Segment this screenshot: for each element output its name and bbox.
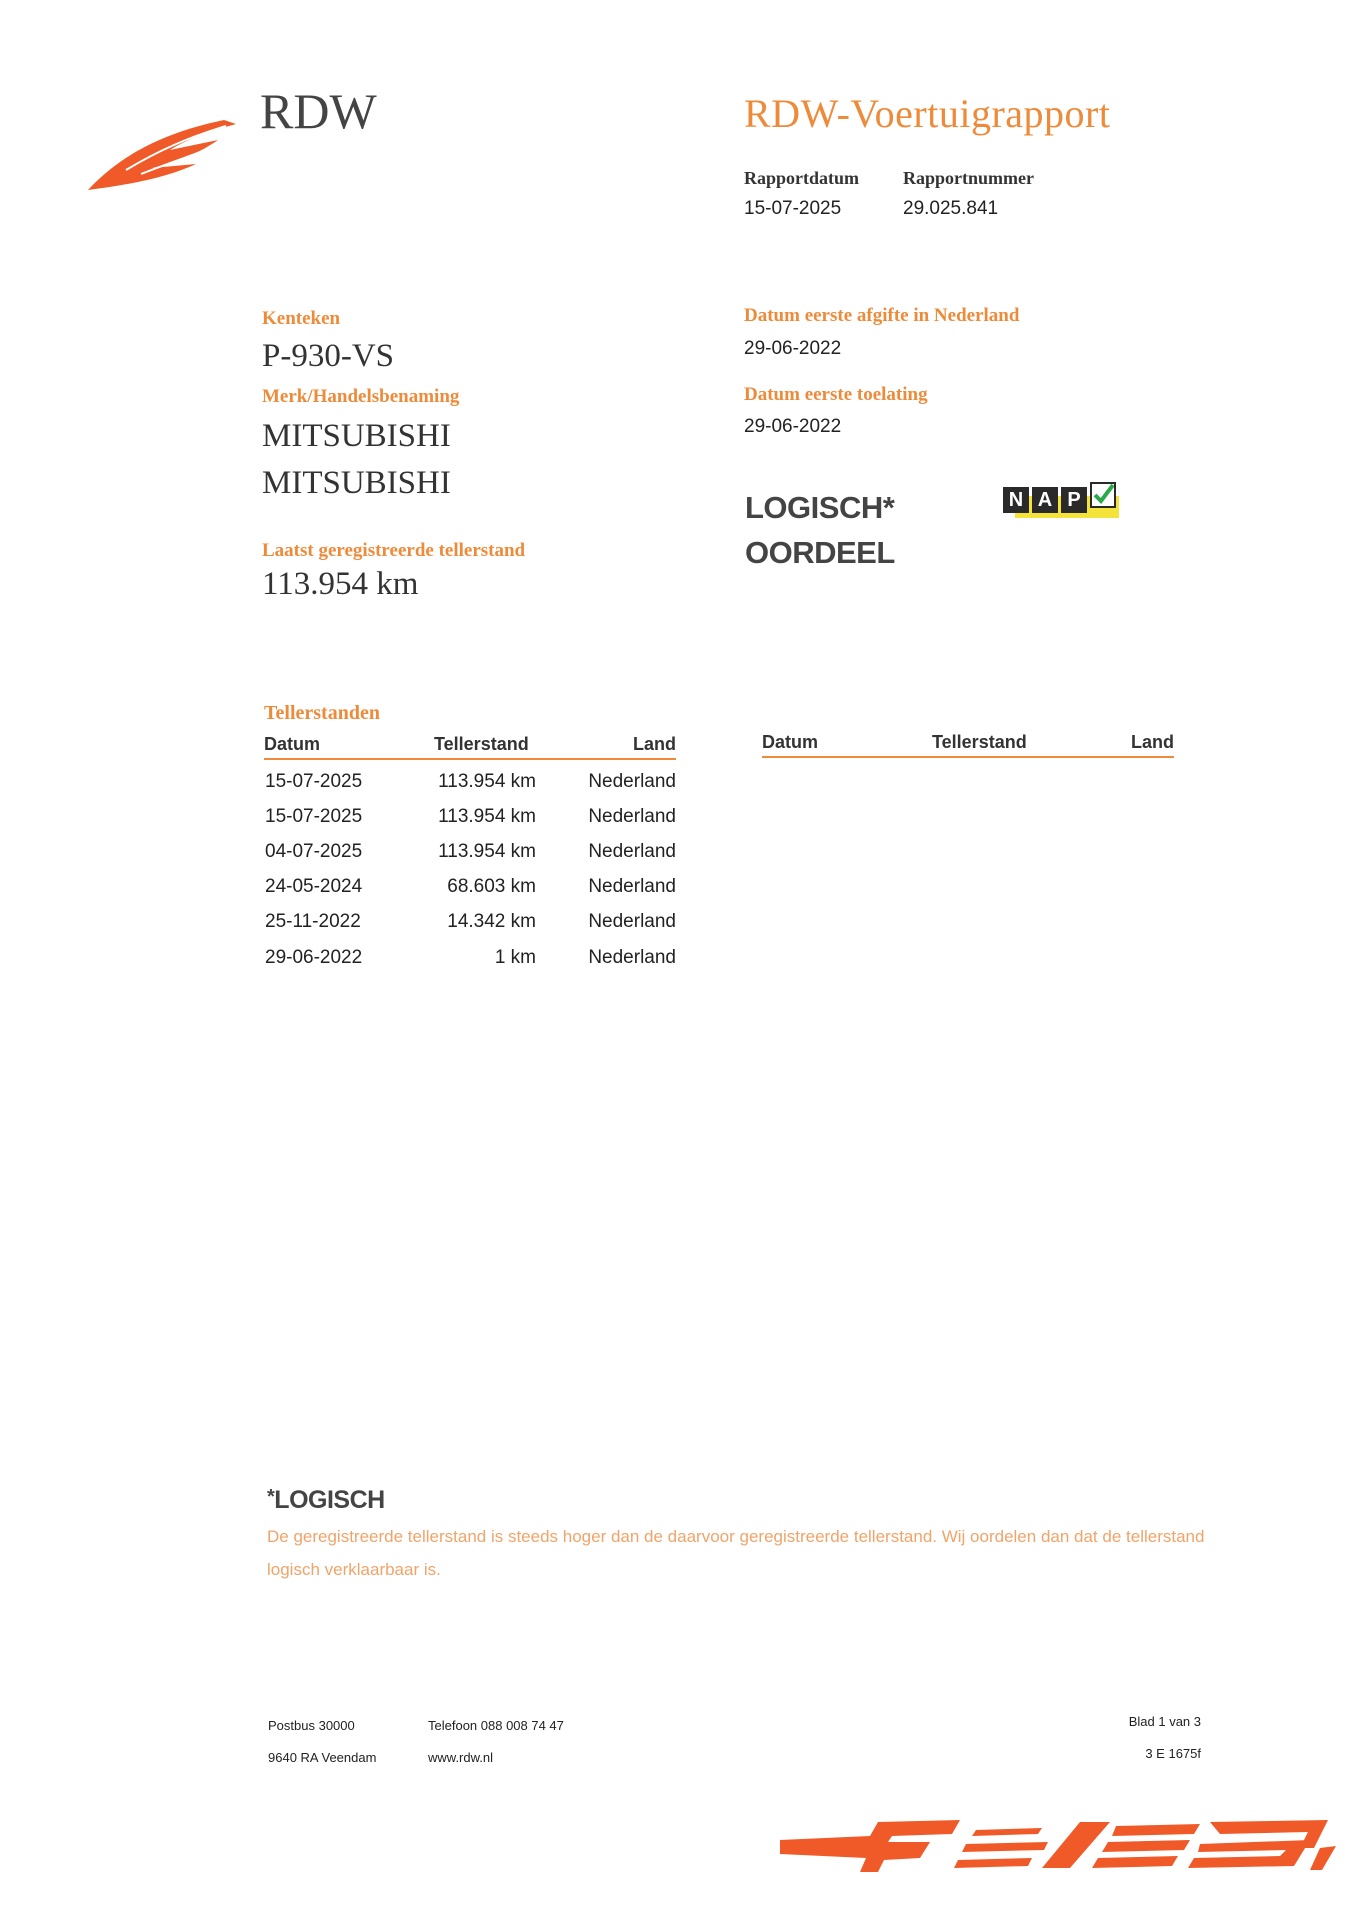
oordeel-line1: LOGISCH*: [745, 490, 895, 525]
row-land: Nederland: [588, 876, 676, 897]
rdw-stripe-logo-icon: [780, 1818, 1336, 1874]
col-tellerstand-right: Tellerstand: [932, 732, 1027, 752]
table-row: [264, 947, 676, 982]
tellerstand-value: 113.954 km: [262, 566, 419, 602]
merk-label: Merk/Handelsbenaming: [262, 386, 460, 407]
table-header-line: [264, 758, 676, 760]
row-datum: 15-07-2025: [265, 806, 363, 827]
tellerstanden-table-right: [762, 732, 1174, 772]
check-icon: [1092, 484, 1114, 506]
row-stand: 113.954 km: [438, 771, 536, 792]
row-datum: 25-11-2022: [265, 911, 361, 932]
row-stand: 113.954 km: [438, 841, 536, 862]
kenteken-value: P-930-VS: [262, 338, 395, 374]
report-number-label: Rapportnummer: [903, 168, 1034, 188]
row-land: Nederland: [588, 806, 676, 827]
afgifte-label: Datum eerste afgifte in Nederland: [744, 305, 1020, 326]
row-stand: 113.954 km: [438, 806, 536, 827]
footnote-title-text: LOGISCH: [274, 1486, 385, 1514]
kenteken-label: Kenteken: [262, 308, 341, 329]
row-land: Nederland: [588, 911, 676, 932]
footer-phone: Telefoon 088 008 74 47: [428, 1718, 564, 1733]
report-title: RDW-Voertuigrapport: [744, 91, 1111, 136]
row-datum: 15-07-2025: [265, 771, 363, 792]
footer-address: 9640 RA Veendam: [268, 1750, 377, 1765]
tellerstand-label: Laatst geregistreerde tellerstand: [262, 540, 526, 561]
col-land-right: Land: [1131, 732, 1174, 752]
handelsbenaming-value: MITSUBISHI: [262, 465, 451, 501]
col-tellerstand: Tellerstand: [434, 734, 529, 754]
footnote-star: *: [267, 1486, 275, 1508]
col-land: Land: [633, 734, 676, 754]
col-datum: Datum: [264, 734, 321, 754]
footer-page: Blad 1 van 3: [1128, 1714, 1201, 1729]
tellerstanden-title: Tellerstanden: [264, 702, 380, 724]
footnote-text: De geregistreerde tellerstand is steeds hoger dan de daarvoor geregistreerde tellerstand. Wij oordelen dan dat de tellerstand logisch verklaarbaar is.: [267, 1527, 1205, 1579]
footer-postbus: Postbus 30000: [268, 1718, 355, 1733]
toelating-value: 29-06-2022: [744, 416, 842, 437]
report-date-label: Rapportdatum: [744, 168, 860, 188]
footer-code: 3 E 1675f: [1145, 1746, 1201, 1761]
table-header-line-right: [762, 756, 1174, 758]
footer-website: www.rdw.nl: [428, 1750, 494, 1765]
table-row: [264, 876, 676, 911]
row-land: Nederland: [588, 841, 676, 862]
afgifte-value: 29-06-2022: [744, 338, 842, 359]
table-row: [264, 911, 676, 946]
footnote-title: [267, 1486, 385, 1515]
nap-letter-n: N: [1003, 487, 1029, 513]
row-land: Nederland: [588, 771, 676, 792]
col-datum-right: Datum: [762, 732, 819, 752]
merk-value: MITSUBISHI: [262, 418, 451, 454]
org-name: RDW: [260, 83, 377, 139]
row-stand: 68.603 km: [447, 876, 536, 897]
report-number-value: 29.025.841: [903, 198, 999, 219]
toelating-label: Datum eerste toelating: [744, 384, 928, 405]
row-stand: 14.342 km: [447, 911, 536, 932]
nap-letter-a: A: [1032, 487, 1058, 513]
row-datum: 24-05-2024: [265, 876, 363, 897]
row-land: Nederland: [588, 947, 676, 968]
tellerstanden-table: [264, 732, 676, 1292]
table-row: [264, 771, 676, 806]
row-stand: 1 km: [494, 947, 536, 968]
nap-check-box: [1090, 482, 1116, 508]
nap-letter-p: P: [1061, 487, 1087, 513]
rdw-logo-icon: [86, 112, 236, 194]
nap-badge: [1003, 480, 1117, 526]
oordeel-line2: OORDEEL: [745, 535, 895, 570]
table-row: [264, 841, 676, 876]
report-date-value: 15-07-2025: [744, 198, 842, 219]
row-datum: 04-07-2025: [265, 841, 363, 862]
row-datum: 29-06-2022: [265, 947, 363, 968]
table-row: [264, 806, 676, 841]
